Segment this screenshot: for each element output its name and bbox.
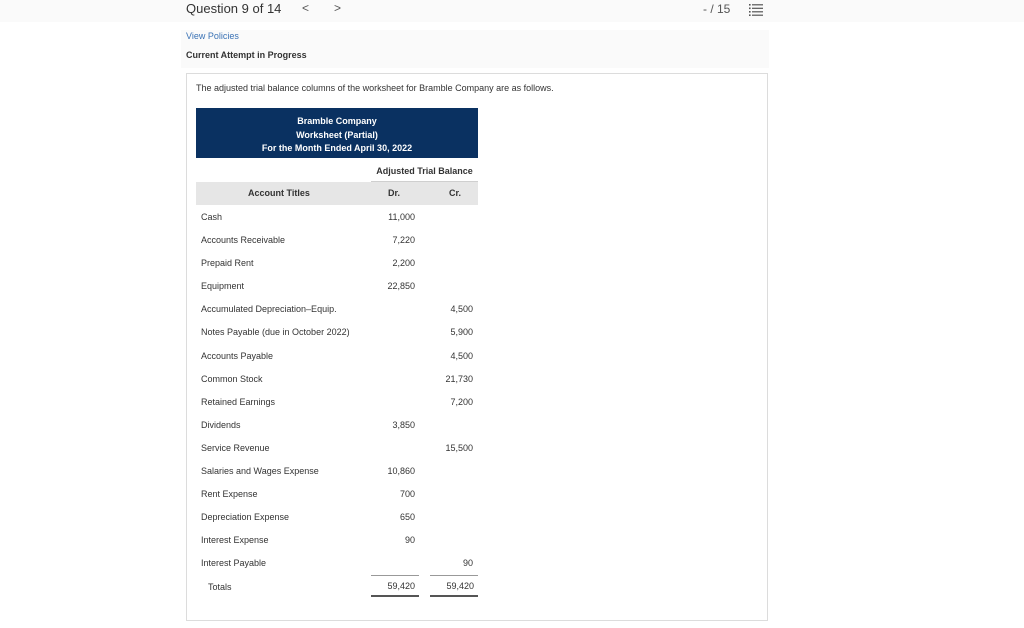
- account-title: Prepaid Rent: [201, 258, 254, 268]
- credit-amount: 21,730: [445, 374, 473, 384]
- account-title: Interest Expense: [201, 535, 269, 545]
- question-list-icon[interactable]: [749, 4, 763, 16]
- account-title: Depreciation Expense: [201, 512, 290, 522]
- credit-amount: 90: [462, 558, 473, 568]
- score-display: - / 15: [703, 2, 731, 16]
- account-title: Service Revenue: [201, 443, 270, 453]
- top-bar: [0, 0, 1024, 22]
- worksheet-title-block: [196, 108, 478, 158]
- account-title: Interest Payable: [201, 558, 267, 568]
- debit-amount: 11,000: [388, 212, 415, 222]
- debit-header: Dr.: [388, 188, 401, 198]
- question-counter: Question 9 of 14: [186, 1, 282, 16]
- worksheet-period: For the Month Ended April 30, 2022: [261, 143, 413, 153]
- account-title: Dividends: [201, 420, 241, 430]
- credit-amount: 7,200: [450, 397, 473, 407]
- total-credit: 59,420: [430, 575, 478, 597]
- credit-amount: 4,500: [450, 304, 473, 314]
- next-question-button[interactable]: >: [334, 1, 342, 15]
- totals-label: Totals: [208, 582, 232, 592]
- account-title: Common Stock: [201, 374, 263, 384]
- account-title: Accumulated Depreciation–Equip.: [201, 304, 337, 314]
- account-title: Salaries and Wages Expense: [201, 466, 319, 476]
- account-title: Retained Earnings: [201, 397, 276, 407]
- account-title: Cash: [201, 212, 223, 222]
- account-titles-header: Account Titles: [248, 188, 310, 198]
- debit-amount: 650: [399, 512, 415, 522]
- account-title: Accounts Payable: [201, 351, 274, 361]
- debit-amount: 2,200: [392, 258, 415, 268]
- attempt-status: Current Attempt in Progress: [186, 50, 307, 60]
- account-title: Accounts Receivable: [201, 235, 286, 245]
- debit-amount: 700: [399, 489, 415, 499]
- credit-amount: 4,500: [450, 351, 473, 361]
- header-panel: [181, 30, 769, 68]
- column-header-row: [196, 182, 478, 205]
- account-title: Equipment: [201, 281, 245, 291]
- worksheet-title: Worksheet (Partial): [296, 129, 378, 140]
- previous-question-button[interactable]: <: [302, 1, 310, 15]
- adjusted-trial-balance-header: Adjusted Trial Balance: [371, 161, 478, 182]
- question-intro: The adjusted trial balance columns of the worksheet for Bramble Company are as follows.: [196, 83, 554, 93]
- credit-amount: 15,500: [445, 443, 473, 453]
- view-policies-link[interactable]: View Policies: [186, 31, 239, 41]
- account-title: Notes Payable (due in October 2022): [201, 327, 350, 337]
- debit-amount: 90: [404, 535, 415, 545]
- debit-amount: 7,220: [392, 235, 415, 245]
- debit-amount: 3,850: [392, 420, 415, 430]
- total-debit: 59,420: [371, 575, 419, 597]
- credit-header: Cr.: [449, 188, 462, 198]
- debit-amount: 22,850: [387, 281, 415, 291]
- debit-amount: 10,860: [387, 466, 415, 476]
- company-name: Bramble Company: [297, 116, 377, 126]
- credit-amount: 5,900: [450, 327, 473, 337]
- account-title: Rent Expense: [201, 489, 258, 499]
